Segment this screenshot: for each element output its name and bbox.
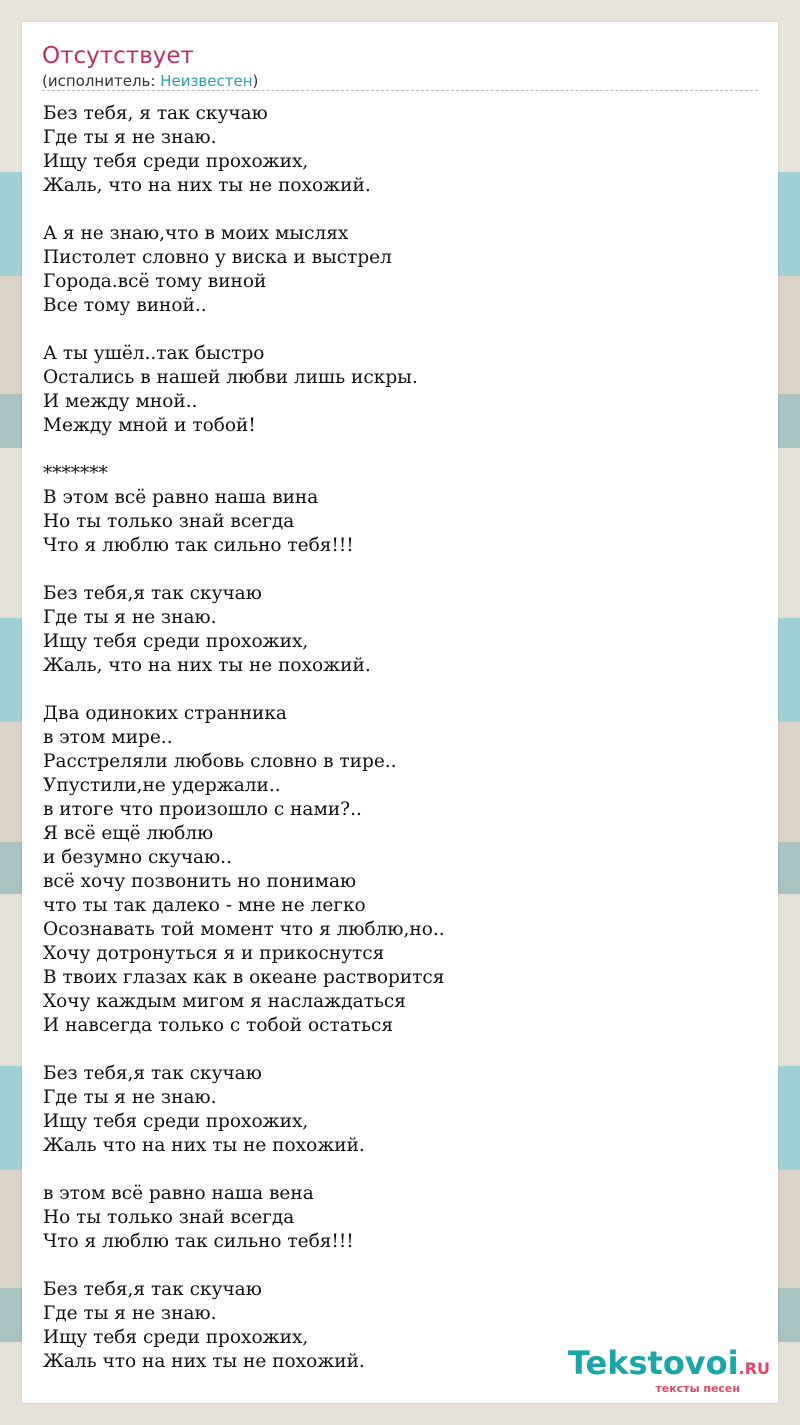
site-logo[interactable] xyxy=(568,1346,770,1395)
lyrics-stanza xyxy=(43,222,743,318)
logo-tld: .RU xyxy=(738,1359,770,1378)
lyrics-line: В твоих глазах как в океане растворится xyxy=(43,967,445,988)
lyrics-stanza xyxy=(43,1062,743,1158)
lyrics-stanza xyxy=(43,582,743,678)
lyrics-line: Между мной и тобой! xyxy=(43,415,256,436)
logo-main-text: Tekstovoi xyxy=(567,1344,739,1382)
lyrics-stanza xyxy=(43,102,743,198)
lyrics-line: Жаль, что на них ты не похожий. xyxy=(43,175,371,196)
lyrics-line: ******* xyxy=(43,463,108,484)
lyrics-line: Остались в нашей любви лишь искры. xyxy=(43,367,418,388)
lyrics-line: Без тебя,я так скучаю xyxy=(43,583,262,604)
lyrics-line: Ищу тебя среди прохожих, xyxy=(43,1111,309,1132)
lyrics-line: Жаль, что на них ты не похожий. xyxy=(43,655,371,676)
logo-wordmark xyxy=(568,1346,770,1386)
lyrics-line: Упустили,не удержали.. xyxy=(43,775,281,796)
lyrics-line: Осознавать той момент что я люблю,но.. xyxy=(43,919,445,940)
artist-prefix: (исполнитель: xyxy=(42,72,161,90)
lyrics-line: И навсегда только с тобой остаться xyxy=(43,1015,394,1036)
lyrics-line: Но ты только знай всегда xyxy=(43,1207,295,1228)
lyrics-line: И между мной.. xyxy=(43,391,198,412)
lyrics-stanza xyxy=(43,1182,743,1254)
lyrics-line: В этом всё равно наша вина xyxy=(43,487,319,508)
lyrics-stanza xyxy=(43,342,743,438)
lyrics-line: Ищу тебя среди прохожих, xyxy=(43,1327,309,1348)
logo-tagline: тексты песен xyxy=(655,1382,740,1395)
artist-link[interactable]: Неизвестен xyxy=(160,72,253,90)
title-divider xyxy=(42,90,758,91)
lyrics-line: Я всё ещё люблю xyxy=(43,823,214,844)
lyrics-line: в этом всё равно наша вена xyxy=(43,1183,314,1204)
lyrics-line: Без тебя,я так скучаю xyxy=(43,1279,262,1300)
lyrics-line: Где ты я не знаю. xyxy=(43,1303,217,1324)
lyrics-line: Где ты я не знаю. xyxy=(43,127,217,148)
lyrics-line: Жаль что на них ты не похожий. xyxy=(43,1351,365,1372)
lyrics-line: Пистолет словно у виска и выстрел xyxy=(43,247,392,268)
lyrics-line: А ты ушёл..так быстро xyxy=(43,343,265,364)
lyrics-line: Без тебя, я так скучаю xyxy=(43,103,268,124)
artist-line xyxy=(42,71,258,91)
song-title: Отсутствует xyxy=(42,43,194,69)
lyrics-line: Что я люблю так сильно тебя!!! xyxy=(43,1231,354,1252)
lyrics-line: Два одиноких странника xyxy=(43,703,287,724)
lyrics-line: всё хочу позвонить но понимаю xyxy=(43,871,357,892)
lyrics-line: Где ты я не знаю. xyxy=(43,607,217,628)
lyrics-card xyxy=(22,22,778,1403)
lyrics-line: Расстреляли любовь словно в тире.. xyxy=(43,751,397,772)
lyrics-line: и безумно скучаю.. xyxy=(43,847,232,868)
lyrics-line: Города.всё тому виной xyxy=(43,271,267,292)
lyrics-line: Но ты только знай всегда xyxy=(43,511,295,532)
lyrics-line: Жаль что на них ты не похожий. xyxy=(43,1135,365,1156)
lyrics-line: Ищу тебя среди прохожих, xyxy=(43,631,309,652)
lyrics-text xyxy=(43,102,743,1398)
lyrics-stanza xyxy=(43,702,743,1038)
lyrics-line: Без тебя,я так скучаю xyxy=(43,1063,262,1084)
lyrics-line: в этом мире.. xyxy=(43,727,173,748)
lyrics-line: в итоге что произошло с нами?.. xyxy=(43,799,362,820)
lyrics-line: Хочу каждым мигом я наслаждаться xyxy=(43,991,406,1012)
lyrics-line: Что я люблю так сильно тебя!!! xyxy=(43,535,354,556)
lyrics-stanza xyxy=(43,462,743,558)
lyrics-line: что ты так далеко - мне не легко xyxy=(43,895,366,916)
lyrics-line: Все тому виной.. xyxy=(43,295,207,316)
lyrics-line: Где ты я не знаю. xyxy=(43,1087,217,1108)
lyrics-line: Ищу тебя среди прохожих, xyxy=(43,151,309,172)
lyrics-line: А я не знаю,что в моих мыслях xyxy=(43,223,349,244)
artist-suffix: ) xyxy=(252,72,259,90)
lyrics-line: Хочу дотронуться я и прикоснутся xyxy=(43,943,385,964)
